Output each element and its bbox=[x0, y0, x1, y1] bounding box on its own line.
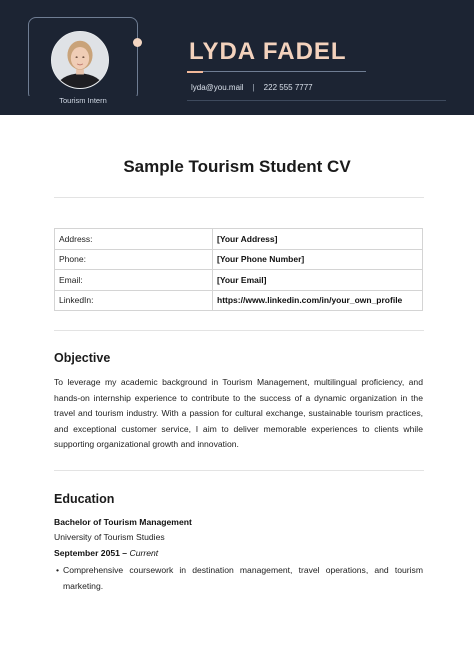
contact-separator: | bbox=[252, 83, 255, 92]
education-heading: Education bbox=[54, 492, 115, 506]
table-label: LinkedIn: bbox=[55, 290, 213, 311]
education-dates bbox=[54, 548, 158, 558]
name-underline bbox=[203, 71, 366, 72]
table-row bbox=[55, 290, 423, 311]
header-contact-line bbox=[191, 83, 313, 92]
table-value: [Your Email] bbox=[213, 270, 423, 291]
objective-text: To leverage my academic background in Tourism Management, multilingual proficiency, and hands-on internship experience to contribute to the success of a dynamic organization in the travel and tourism industry. With a passion for cultural exchange, sustainable tourism practices, and exceptional customer service, I aim to deliver memorable experiences to clients while supporting organizational growth and innovation. bbox=[54, 377, 423, 450]
bullet-icon: • bbox=[56, 565, 60, 575]
header-banner bbox=[0, 0, 474, 115]
divider bbox=[54, 330, 424, 331]
table-row bbox=[55, 270, 423, 291]
bullet-text: Comprehensive coursework in destination management, travel operations, and tourism marketing. bbox=[63, 565, 423, 591]
avatar-portrait-icon bbox=[52, 32, 108, 88]
table-row bbox=[55, 249, 423, 270]
date-end: Current bbox=[129, 548, 159, 558]
divider bbox=[54, 470, 424, 471]
candidate-name: LYDA FADEL bbox=[189, 38, 347, 65]
date-start: September 2051 bbox=[54, 548, 120, 558]
accent-dot bbox=[133, 38, 142, 47]
contact-table bbox=[54, 228, 423, 311]
header-email[interactable]: lyda@you.mail bbox=[191, 83, 244, 92]
header-phone[interactable]: 222 555 7777 bbox=[263, 83, 313, 92]
contact-underline bbox=[187, 100, 446, 101]
table-label: Address: bbox=[55, 229, 213, 250]
table-row bbox=[55, 229, 423, 250]
list-item bbox=[56, 563, 423, 594]
table-label: Email: bbox=[55, 270, 213, 291]
date-dash: – bbox=[119, 548, 130, 558]
school-name: University of Tourism Studies bbox=[54, 532, 165, 542]
degree-title: Bachelor of Tourism Management bbox=[54, 517, 192, 527]
job-role-label: Tourism Intern bbox=[28, 96, 138, 105]
name-underline-accent bbox=[187, 71, 203, 73]
table-value: [Your Address] bbox=[213, 229, 423, 250]
table-value: [Your Phone Number] bbox=[213, 249, 423, 270]
linkedin-link[interactable]: https://www.linkedin.com/in/your_own_profile bbox=[213, 290, 423, 311]
document-title: Sample Tourism Student CV bbox=[123, 157, 351, 176]
table-label: Phone: bbox=[55, 249, 213, 270]
objective-heading: Objective bbox=[54, 351, 111, 365]
divider bbox=[54, 197, 424, 198]
avatar bbox=[51, 31, 109, 89]
